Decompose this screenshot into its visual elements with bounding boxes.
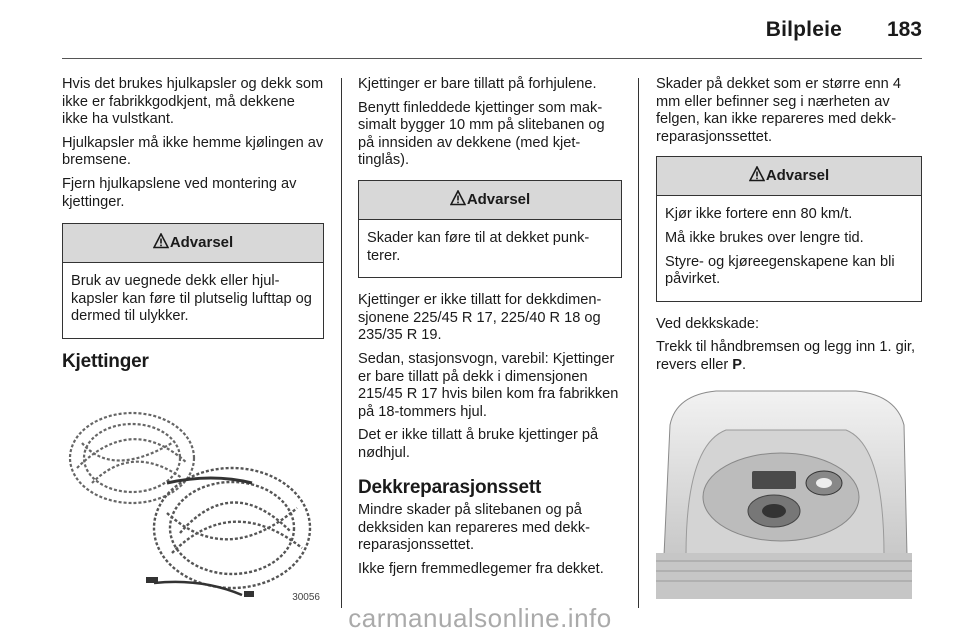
snow-chains-image [62,383,324,611]
watermark: carmanualsonline.info [348,603,612,633]
trunk-image [656,385,912,599]
paragraph: Fjern hjulkapslene ved montering av kjettinger. [62,175,297,210]
paragraph: Kjettinger er ikke tillatt for dekkdimensjonene 225/45 R 17, 225/40 R 18 og 235/35 R 19. [358,292,602,344]
warning-body [359,220,621,277]
figure-number: 30056 [292,591,320,603]
text-run: . [741,356,747,373]
warning-triangle-icon [450,183,466,199]
text-run: Trekk til håndbremsen og legg inn 1. gir, revers eller [656,339,916,373]
paragraph: Hjulkapsler må ikke hemme kjølingen av bremsene. [62,134,324,169]
warning-text: Bruk av uegnede dekk eller hjulkapsler kan føre til plutselig lufttap og dermed til ulykker. [71,273,312,325]
paragraph [656,339,922,374]
paragraph: Mindre skader på slitebanen og på dekksiden kan repareres med dekkreparasjonssettet. [358,502,591,554]
page-title: Bilpleie [765,18,842,41]
paragraph: Hvis det brukes hjulkapsler og dekk som ikke er fabrikkgodkjent, må dekkene ikke ha vulstkant. [62,76,324,128]
paragraph: Det er ikke tillatt å bruke kjettinger på nødhjul. [358,427,599,461]
page-number: 183 [886,18,922,41]
column-divider [638,78,639,608]
section-heading: Kjettinger [62,350,149,372]
trunk-repair-kit-photo [656,385,912,599]
column-1 [62,76,324,611]
column-3 [656,76,922,599]
warning-box [656,156,922,301]
header-divider [62,58,922,59]
warning-triangle-icon [749,159,765,175]
warning-text: Styre- og kjøreegenskapene kan bli påvirket. [665,253,895,288]
column-2 [358,76,622,584]
warning-text: Kjør ikke fortere enn 80 km/t. [665,206,853,223]
column-divider [341,78,342,608]
warning-text: Må ikke brukes over lengre tid. [665,229,864,246]
section-heading: Dekkreparasjonssett [358,476,542,498]
paragraph: Ikke fjern fremmedlegemer fra dekket. [358,560,604,577]
warning-box [358,180,622,278]
warning-body [657,196,921,300]
paragraph: Sedan, stasjonsvogn, varebil: Kjettinger er bare tillatt på dekk i dimensjonen 215/45 R 17 hvis bilen kom fra fabrikken på 18-tommers hjul. [358,350,619,420]
paragraph: Ved dekkskade: [656,315,760,332]
warning-triangle-icon [153,226,169,242]
warning-body [63,263,323,338]
paragraph: Kjettinger er bare tillatt på forhjulene. [358,76,597,92]
page-header [0,0,960,60]
warning-title: Advarsel [169,234,234,252]
gear-position-p: P [732,356,742,373]
warning-header [359,181,621,220]
warning-text: Skader kan føre til at dekket punkterer. [367,229,590,264]
warning-title: Advarsel [765,167,830,185]
warning-box [62,223,324,339]
warning-title: Advarsel [466,190,531,208]
warning-header [657,157,921,196]
paragraph: Skader på dekket som er større enn 4 mm eller befinner seg i nærheten av felgen, kan ikke repareres med dekkreparasjonssettet. [656,76,901,145]
snow-chains-illustration [62,383,324,611]
paragraph: Benytt finleddede kjettinger som maksimalt bygger 10 mm på slitebanen og på innsiden av dekkene (med kjettinglås). [358,99,605,169]
warning-header [63,224,323,263]
